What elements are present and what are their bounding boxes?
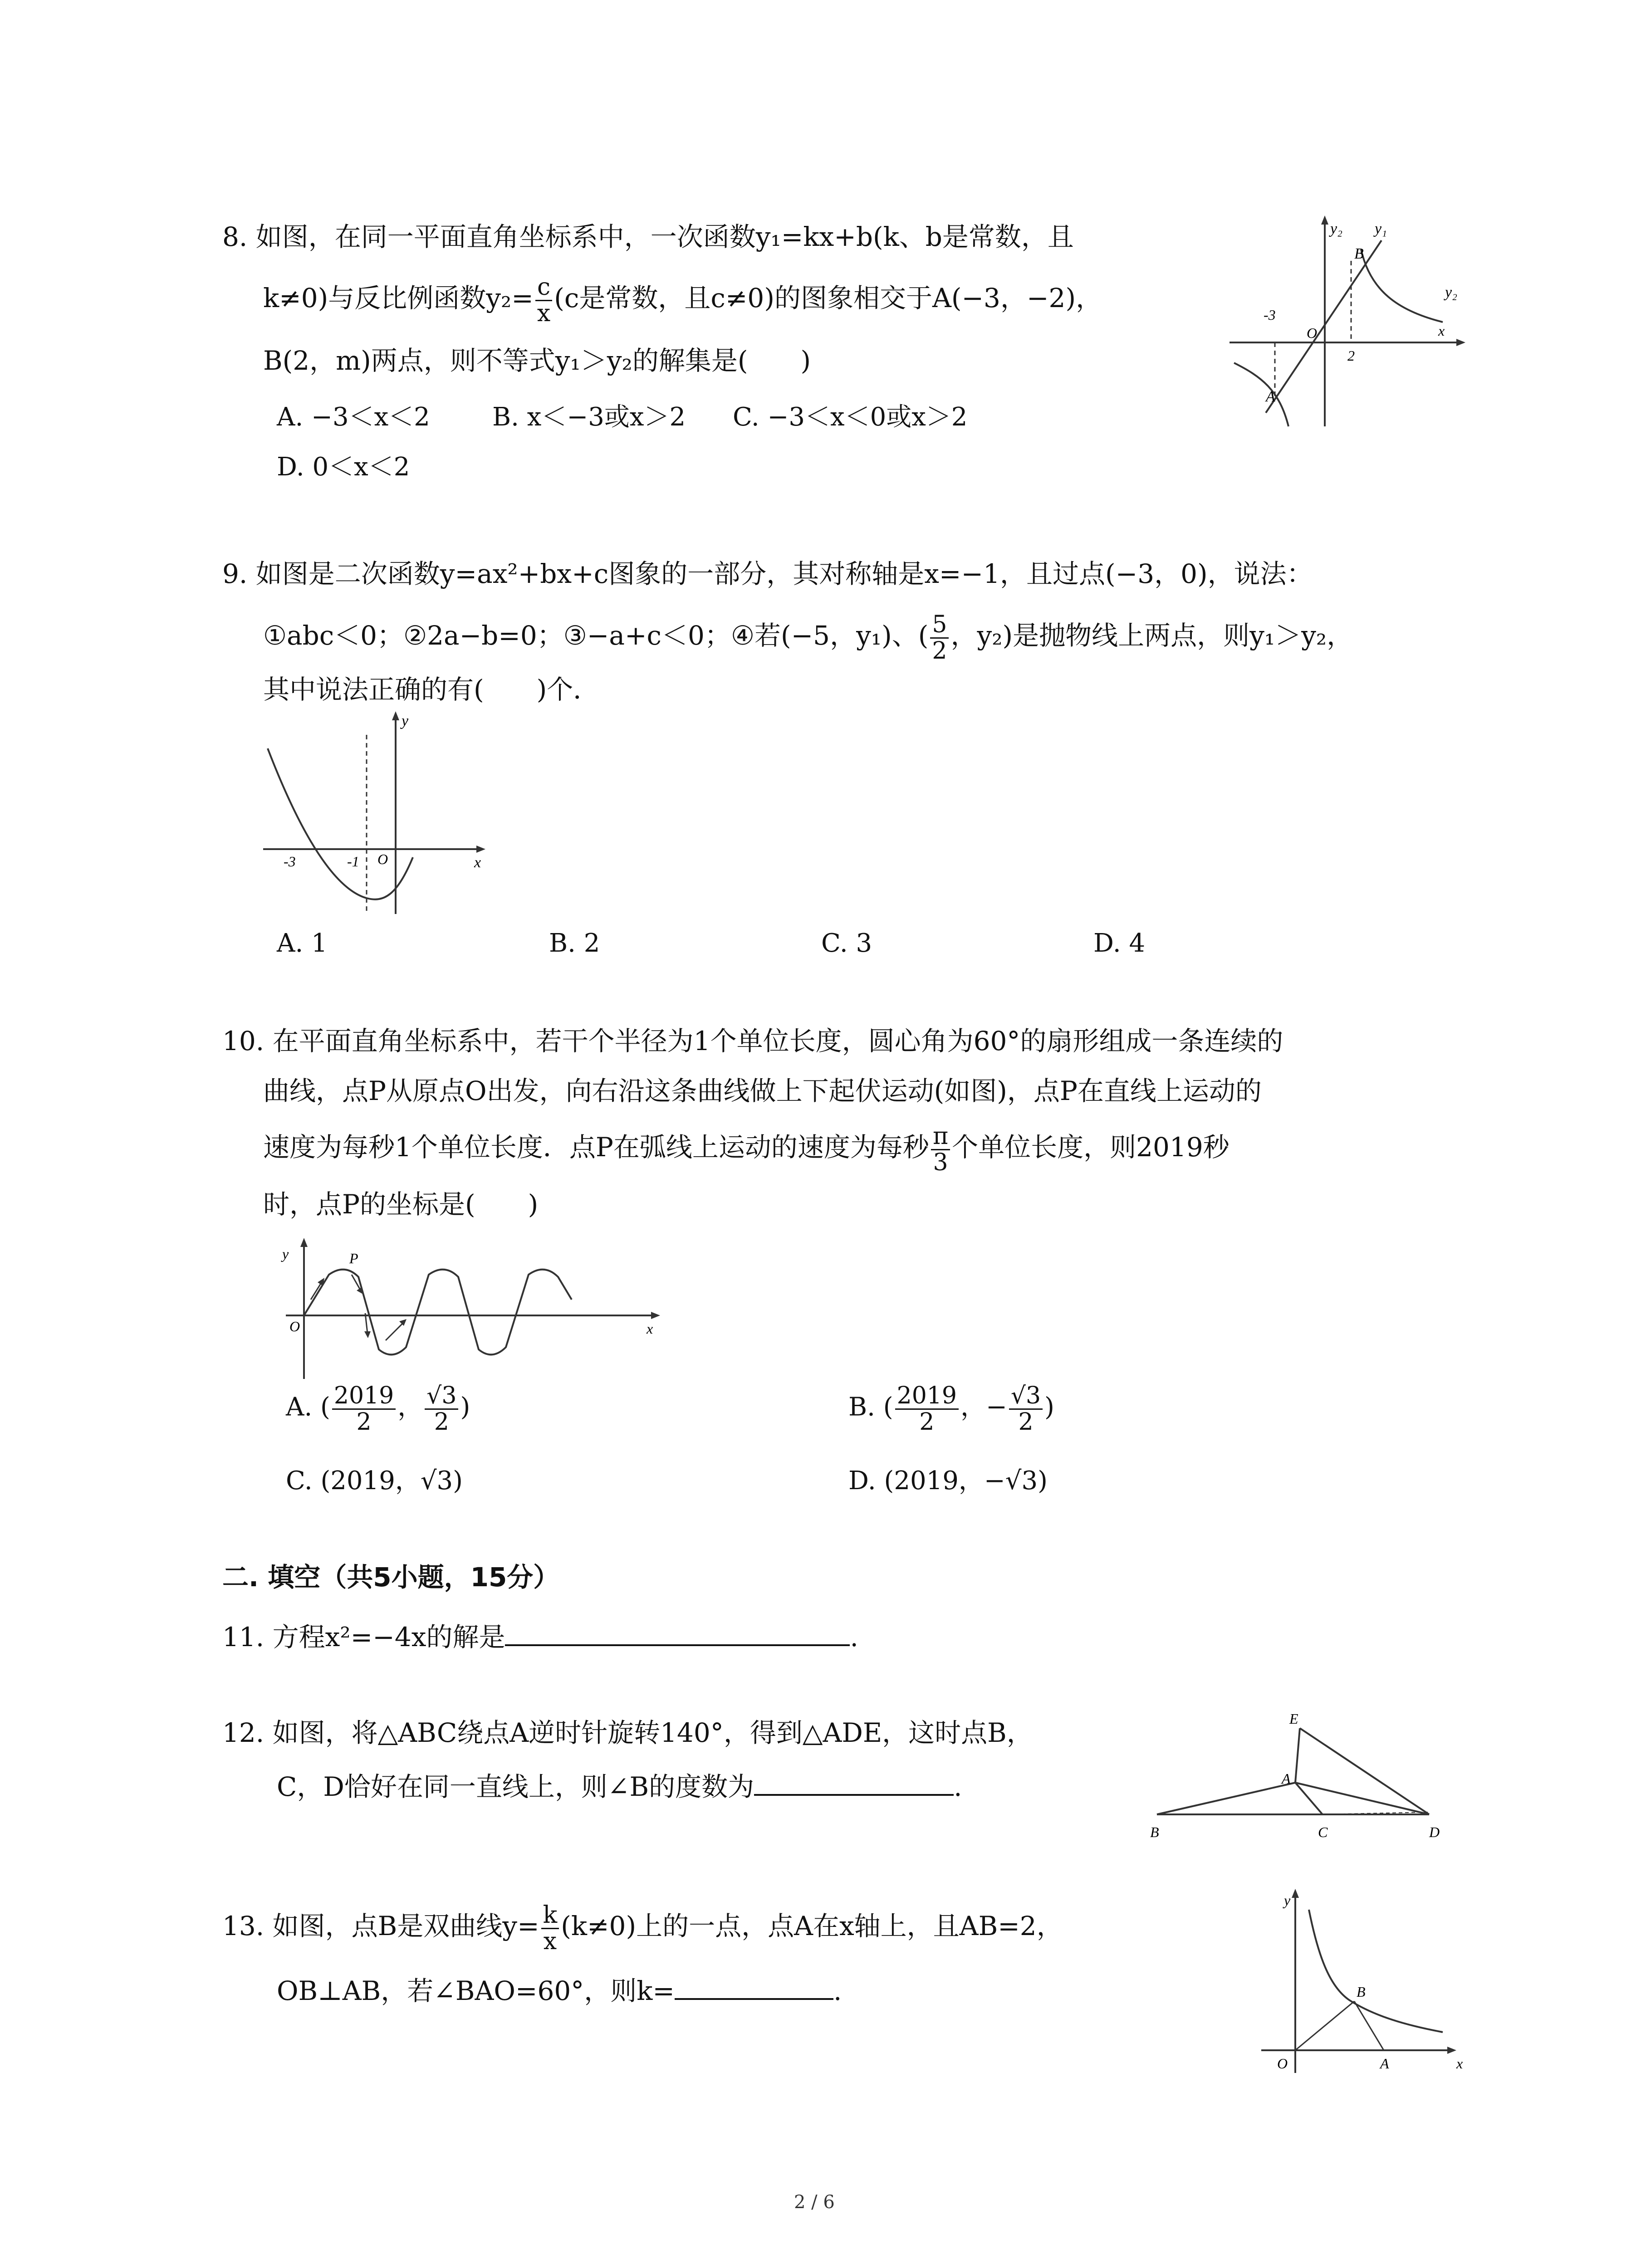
q10-line3 [263, 1124, 1230, 1175]
q10-line3-pre: 速度为每秒1个单位长度．点P在弧线上运动的速度为每秒 [263, 1132, 929, 1163]
q9-label-origin: O [377, 851, 388, 867]
q8-line2-pre: k≠0)与反比例函数y₂= [263, 283, 534, 314]
q9-option-c: C. 3 [821, 929, 872, 958]
q8-line2-post: (c是常数，且c≠0)的图象相交于A(−3，−2)， [554, 283, 1102, 314]
q13-answer-blank[interactable] [675, 1971, 833, 2000]
q11-answer-blank[interactable] [505, 1617, 850, 1646]
q8-fraction [535, 275, 552, 326]
q10-b-sep: ，− [960, 1392, 1007, 1422]
q10-arrow-4 [386, 1322, 404, 1340]
q13-graph [1252, 1882, 1470, 2082]
q10-a-n1: 2019 [332, 1383, 396, 1410]
q8-hyperbola-left [1234, 363, 1288, 426]
q10-y-arrow-icon [300, 1238, 308, 1247]
q13-line1 [222, 1903, 1063, 1954]
q12-side-ed [1300, 1728, 1429, 1814]
q8-line2 [263, 275, 1102, 326]
q8-y-arrow-icon [1321, 215, 1328, 225]
q13-frac-num: k [541, 1903, 559, 1929]
q12-label-e: E [1289, 1711, 1298, 1727]
q8-option-c: C. −3＜x＜0或x＞2 [733, 402, 968, 432]
q10-arrow-3-head-icon [364, 1331, 371, 1338]
q13-x-arrow-icon [1447, 2047, 1456, 2054]
q13-line2-post: . [833, 1975, 842, 2006]
q13-hyperbola [1309, 1910, 1443, 2032]
q9-line2 [263, 612, 1353, 663]
q12-side-ab [1157, 1783, 1295, 1814]
q10-label-origin: O [289, 1318, 300, 1334]
q9-frac-den: 2 [932, 637, 947, 665]
q8-label-y1: y₁ [1375, 220, 1387, 237]
q10-option-b [848, 1383, 1054, 1434]
q12-line1: 12. 如图，将△ABC绕点A逆时针旋转140°，得到△ADE，这时点B， [222, 1717, 1033, 1748]
q9-label-neg1: -1 [347, 853, 359, 870]
q12-side-ae [1295, 1728, 1300, 1783]
q12-label-c: C [1318, 1824, 1328, 1840]
q10-option-d: D. (2019，−√3) [848, 1466, 1048, 1496]
q9-line3: 其中说法正确的有( )个． [263, 674, 600, 705]
q10-line4: 时，点P的坐标是( ) [263, 1189, 539, 1220]
q13-y-arrow-icon [1292, 1889, 1299, 1898]
q8-label-b: B [1354, 245, 1364, 262]
q8-label-y2: y₂ [1445, 284, 1457, 301]
q12-line2-pre: C，D恰好在同一直线上，则∠B的度数为 [277, 1771, 754, 1802]
q10-frac-num: π [931, 1124, 950, 1150]
q10-a-n2: √3 [425, 1383, 458, 1410]
q10-b-d1: 2 [919, 1408, 935, 1436]
q12-line2 [277, 1767, 962, 1805]
q12-label-d: D [1429, 1824, 1440, 1840]
page-number: 2 / 6 [794, 2192, 835, 2213]
q13-label-b: B [1357, 1984, 1366, 2000]
q10-a-d2: 2 [434, 1408, 449, 1436]
q8-line1: 8. 如图，在同一平面直角坐标系中，一次函数y₁=kx+b(k、b是常数，且 [222, 221, 1074, 252]
q10-x-arrow-icon [651, 1312, 660, 1319]
q12-label-a: A [1282, 1770, 1291, 1787]
q8-line3: B(2，m)两点，则不等式y₁＞y₂的解集是( ) [263, 345, 811, 376]
q9-fraction [930, 612, 949, 663]
q9-option-b: B. 2 [549, 929, 600, 958]
q13-segment-ob [1295, 2001, 1354, 2050]
q8-line-y1 [1266, 240, 1381, 413]
q10-a-end: ) [460, 1392, 470, 1422]
q13-frac-den: x [543, 1927, 557, 1955]
q12-graph [1143, 1706, 1470, 1851]
q12-answer-blank[interactable] [754, 1767, 954, 1796]
q10-label-p: P [349, 1250, 358, 1266]
q10-b-n1: 2019 [895, 1383, 959, 1410]
q10-b-frac2 [1009, 1383, 1043, 1434]
q10-line1: 10. 在平面直角坐标系中，若干个半径为1个单位长度，圆心角为60°的扇形组成一条连续的 [222, 1026, 1283, 1056]
q8-label-neg3: -3 [1264, 307, 1276, 323]
q9-frac-num: 5 [930, 612, 949, 639]
q10-line2: 曲线，点P从原点O出发，向右沿这条曲线做上下起伏运动(如图)，点P在直线上运动的 [263, 1075, 1262, 1106]
q12-label-b: B [1150, 1824, 1159, 1840]
q13-label-y: y [1284, 1892, 1291, 1908]
q13-label-origin: O [1277, 2055, 1288, 2072]
q8-option-b: B. x＜−3或x＞2 [492, 402, 686, 432]
q10-graph [272, 1232, 667, 1381]
q8-option-d: D. 0＜x＜2 [277, 452, 410, 482]
q8-frac-num: c [535, 275, 552, 301]
q9-line2-post: ，y₂)是抛物线上两点，则y₁＞y₂， [950, 620, 1353, 651]
q8-label-y2-axis: y₂ [1330, 220, 1342, 237]
q8-label-two: 2 [1347, 347, 1355, 364]
q8-option-a: A. −3＜x＜2 [277, 402, 430, 432]
q10-wave-curve [304, 1270, 572, 1355]
q11-post: . [850, 1622, 858, 1652]
q10-a-frac1 [332, 1383, 396, 1434]
q10-b-end: ) [1044, 1392, 1054, 1422]
q9-y-arrow-icon [392, 711, 399, 720]
q9-x-arrow-icon [476, 846, 485, 853]
q8-graph [1225, 213, 1479, 435]
q13-fraction [541, 1903, 559, 1954]
q10-a-label: A. ( [286, 1392, 330, 1422]
q10-b-d2: 2 [1018, 1408, 1034, 1436]
q13-line1-pre: 13. 如图，点B是双曲线y= [222, 1911, 539, 1942]
q9-label-y: y [402, 713, 409, 729]
q9-option-d: D. 4 [1093, 929, 1146, 958]
q10-a-frac2 [425, 1383, 458, 1434]
q10-option-c: C. (2019，√3) [286, 1466, 463, 1496]
q10-label-x: x [647, 1320, 653, 1337]
q11-line [222, 1617, 858, 1655]
q13-label-x: x [1456, 2055, 1463, 2072]
q10-option-a [286, 1383, 470, 1434]
q10-frac-den: 3 [933, 1149, 948, 1176]
q8-label-a: A [1266, 388, 1275, 405]
q9-parabola [268, 748, 413, 899]
q9-label-neg3: -3 [284, 853, 296, 870]
q10-line3-post: 个单位长度，则2019秒 [952, 1132, 1230, 1163]
q8-frac-den: x [537, 299, 551, 327]
q10-a-sep: ， [397, 1392, 423, 1422]
q13-line2-pre: OB⊥AB，若∠BAO=60°，则k= [277, 1975, 675, 2006]
q8-label-origin: O [1307, 325, 1318, 341]
q8-x-arrow-icon [1456, 339, 1465, 346]
q9-line2-pre: ①abc＜0；②2a−b=0；③−a+c＜0；④若(−5，y₁)、( [263, 620, 929, 651]
q13-label-a: A [1380, 2055, 1389, 2072]
q12-line2-post: . [954, 1771, 962, 1802]
q13-line1-post: (k≠0)上的一点，点A在x轴上，且AB=2， [561, 1911, 1063, 1942]
q9-line1: 9. 如图是二次函数y=ax²+bx+c图象的一部分，其对称轴是x=−1，且过点(−3，0)，说法： [222, 558, 1313, 589]
q11-pre: 11. 方程x²=−4x的解是 [222, 1622, 505, 1652]
q13-line2 [277, 1971, 842, 2009]
q12-side-ad [1295, 1783, 1429, 1814]
q8-label-x: x [1438, 323, 1445, 339]
section-heading: 二. 填空（共5小题，15分） [222, 1562, 560, 1593]
q10-b-label: B. ( [848, 1392, 893, 1422]
q10-label-y: y [282, 1246, 289, 1262]
q8-hyperbola-right [1361, 249, 1443, 322]
q10-fraction [931, 1124, 950, 1175]
q9-graph [259, 708, 513, 916]
q9-option-a: A. 1 [277, 929, 328, 958]
q10-b-frac1 [895, 1383, 959, 1434]
q13-segment-ab [1354, 2001, 1384, 2050]
q9-label-x: x [474, 854, 481, 871]
q10-a-d1: 2 [356, 1408, 372, 1436]
q10-b-n2: √3 [1009, 1383, 1043, 1410]
